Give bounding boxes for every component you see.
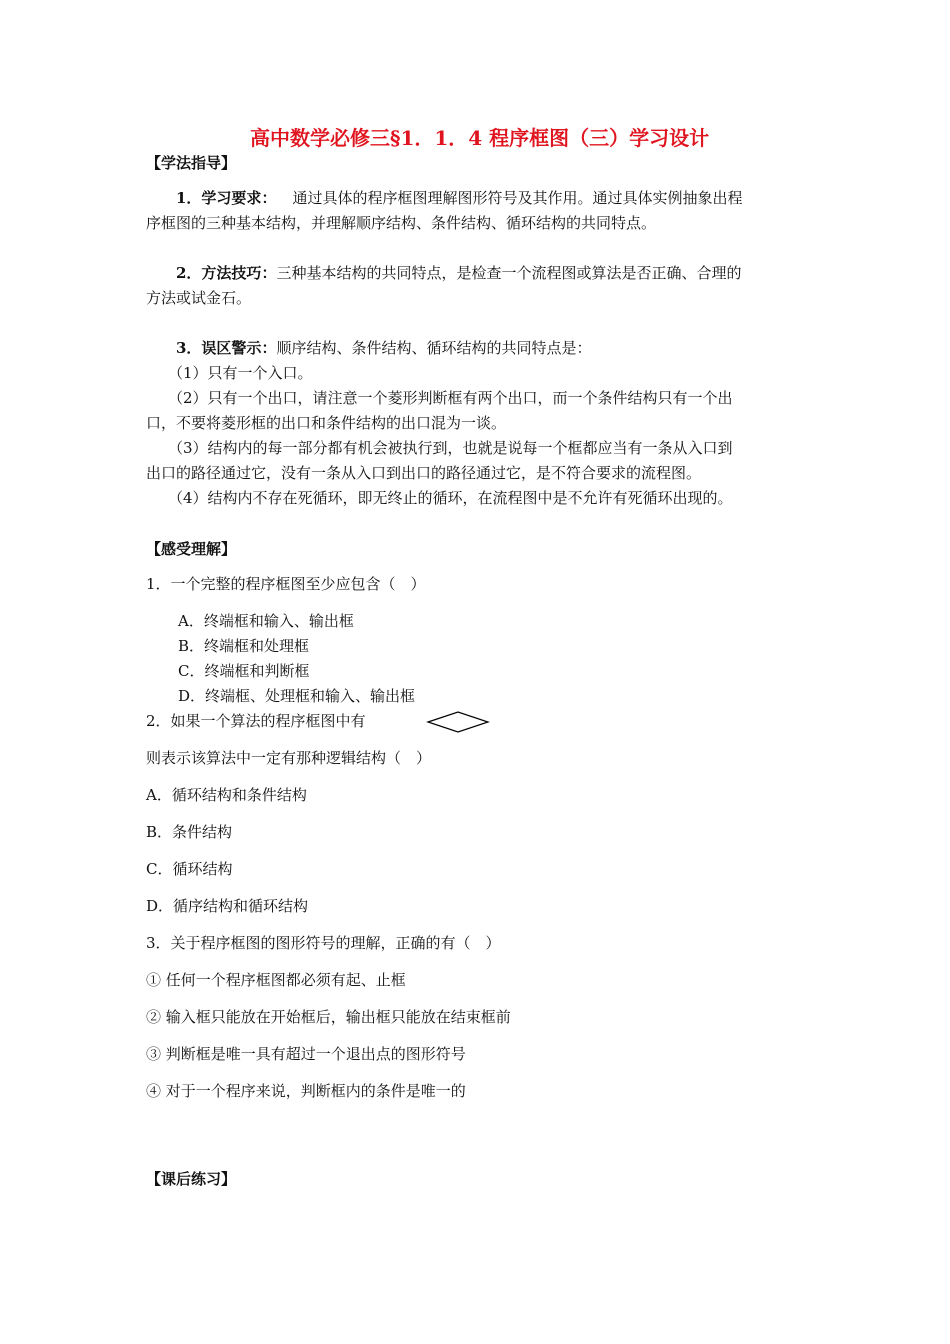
question-1: 1．一个完整的程序框图至少应包含（ ） [146,575,426,593]
label-warnings: 3．误区警示： [176,339,277,357]
question-3: 3．关于程序框图的图形符号的理解，正确的有（ ） [146,934,501,952]
list-item-2-line-1: （2）只有一个出口，请注意一个菱形判断框有两个出口，而一个条件结构只有一个出 [168,389,733,407]
section-header-method-guide: 【学法指导】 [146,154,237,172]
question-1-option-c: C．终端框和判断框 [178,662,310,680]
question-2-line-1: 2．如果一个算法的程序框图中有 [146,712,366,730]
text-techniques-1: 三种基本结构的共同特点，是检查一个流程图或算法是否正确、合理的 [276,264,742,282]
question-2-option-d: D．循序结构和循环结构 [146,897,309,915]
question-2-option-a: A．循环结构和条件结构 [146,786,307,804]
question-2-option-b: B．条件结构 [146,823,233,841]
paragraph-requirements-line-1 [176,187,742,208]
question-3-item-4: ④ 对于一个程序来说，判断框内的条件是唯一的 [146,1082,466,1100]
list-item-2-line-2: 口，不要将菱形框的出口和条件结构的出口混为一谈。 [146,414,507,432]
text-warnings-1: 顺序结构、条件结构、循环结构的共同特点是： [276,339,592,357]
question-2-line-2: 则表示该算法中一定有那种逻辑结构（ ） [146,749,432,767]
paragraph-techniques-line-1 [176,262,741,283]
question-3-item-3: ③ 判断框是唯一具有超过一个退出点的图形符号 [146,1045,466,1063]
page-title: 高中数学必修三§1．1．4 程序框图（三）学习设计 [250,126,710,150]
list-item-1: （1）只有一个入口。 [168,364,313,382]
label-techniques: 2．方法技巧： [176,264,277,282]
list-item-4: （4）结构内不存在死循环，即无终止的循环，在流程图中是不允许有死循环出现的。 [168,489,733,507]
section-header-understanding: 【感受理解】 [146,540,237,558]
question-3-item-1: ① 任何一个程序框图都必须有起、止框 [146,971,406,989]
label-requirements: 1．学习要求： [176,189,277,207]
question-1-option-d: D．终端框、处理框和输入、输出框 [178,687,416,705]
list-item-3-line-2: 出口的路径通过它，没有一条从入口到出口的路径通过它，是不符合要求的流程图。 [146,464,702,482]
decision-diamond-icon [426,710,490,734]
paragraph-requirements-line-2: 序框图的三种基本结构，并理解顺序结构、条件结构、循环结构的共同特点。 [146,214,657,232]
section-header-exercises: 【课后练习】 [146,1170,237,1188]
question-2-option-c: C．循环结构 [146,860,233,878]
list-item-3-line-1: （3）结构内的每一部分都有机会被执行到，也就是说每一个框都应当有一条从入口到 [168,439,733,457]
text-requirements-1: 通过具体的程序框图理解图形符号及其作用。通过具体实例抽象出程 [292,189,743,207]
paragraph-techniques-line-2: 方法或试金石。 [146,289,252,307]
question-3-item-2: ② 输入框只能放在开始框后，输出框只能放在结束框前 [146,1008,511,1026]
question-1-option-a: A．终端框和输入、输出框 [178,612,354,630]
paragraph-warnings-line-1 [176,337,591,358]
question-1-option-b: B．终端框和处理框 [178,637,310,655]
